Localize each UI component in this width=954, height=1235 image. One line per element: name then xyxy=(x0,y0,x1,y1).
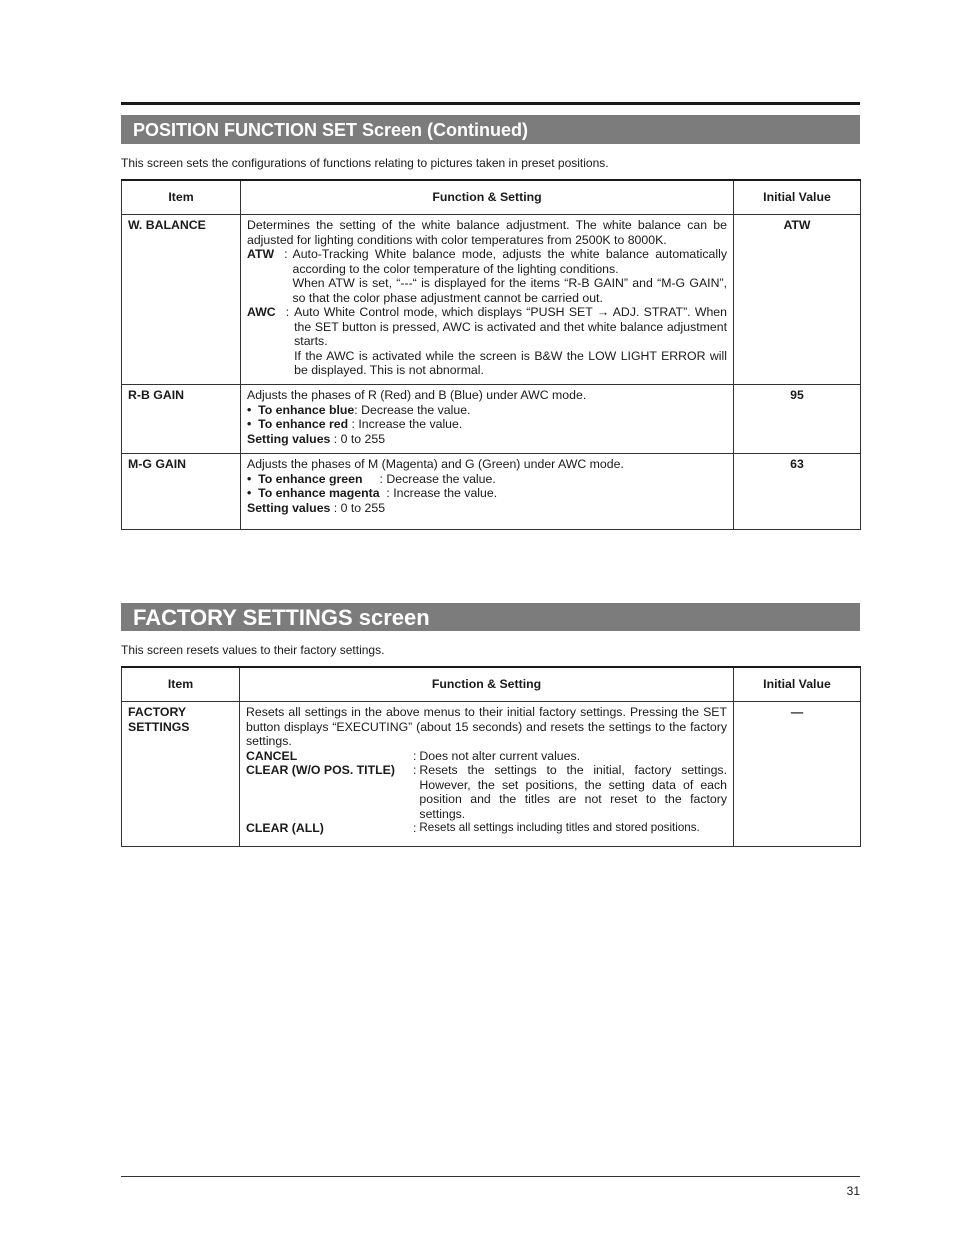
function-w-balance xyxy=(241,215,734,385)
page-number: 31 xyxy=(846,1184,860,1198)
option-text: Auto White Control mode, which displays “PUSH SET → ADJ. STRAT”. When the SET button is pressed, AWC is activated and thet white balance adjustment starts. xyxy=(294,305,727,348)
section-intro-position-function-set: This screen sets the configurations of functions relating to pictures taken in preset positions. xyxy=(121,156,609,170)
item-r-b-gain: R-B GAIN xyxy=(122,385,241,454)
section-title-factory-settings: FACTORY SETTINGS screen xyxy=(121,603,860,631)
function-factory-settings xyxy=(240,702,734,847)
option-label: CLEAR (ALL) xyxy=(246,821,324,835)
option-text: If the AWC is activated while the screen is B&W the LOW LIGHT ERROR will be displayed. This is not abnormal. xyxy=(294,348,727,377)
option-label: CANCEL xyxy=(246,748,298,763)
footer-rule xyxy=(121,1176,860,1177)
function-r-b-gain xyxy=(241,385,734,454)
option-text: Auto-Tracking White balance mode, adjusts the white balance automatically according to the color temperature of the lighting conditions. xyxy=(292,247,727,276)
header-item: Item xyxy=(122,667,240,702)
item-w-balance: W. BALANCE xyxy=(122,215,241,385)
bullet-item: • To enhance green : Decrease the value. xyxy=(247,471,496,486)
section-intro-factory-settings: This screen resets values to their factory settings. xyxy=(121,643,385,657)
option-atw: ATW : Auto-Tracking White balance mode, adjusts the white balance automatically according to the color temperature of the lighting conditions. When ATW is set, “---“ is displayed for the items “R-B GAIN” and “M-G GAIN”, so that the color phase adjustment cannot be carried out. xyxy=(247,247,727,305)
option-clear-wo-pos-title: CLEAR (W/O POS. TITLE) : Resets the settings to the initial, factory settings. However, the set positions, the setting data of each position and the titles are not reset to the factory settings. xyxy=(246,763,727,821)
table-row xyxy=(122,385,861,454)
option-label: CLEAR (W/O POS. TITLE) xyxy=(246,763,395,777)
option-label: AWC xyxy=(247,305,276,319)
header-initial: Initial Value xyxy=(734,180,861,215)
initial-m-g-gain: 63 xyxy=(734,454,861,530)
table-row xyxy=(122,454,861,530)
initial-w-balance: ATW xyxy=(734,215,861,385)
option-cancel: CANCEL : Does not alter current values. xyxy=(246,749,727,764)
function-m-g-gain xyxy=(241,454,734,530)
initial-r-b-gain: 95 xyxy=(734,385,861,454)
option-text: When ATW is set, “---“ is displayed for the items “R-B GAIN” and “M-G GAIN”, so that the color phase adjustment cannot be carried out. xyxy=(292,276,727,305)
setting-values: Setting values : 0 to 255 xyxy=(247,500,386,515)
w-balance-description: Determines the setting of the white balance adjustment. The white balance can be adjusted for lighting conditions with color temperatures from 2500K to 8000K. xyxy=(247,218,727,247)
table-row xyxy=(122,215,861,385)
setting-values: Setting values : 0 to 255 xyxy=(247,431,386,446)
table-row xyxy=(122,702,861,847)
item-factory-settings: FACTORY SETTINGS xyxy=(122,702,240,847)
factory-settings-description: Resets all settings in the above menus to their initial factory settings. Pressing the SET button displays “EXECUTING” (about 15 seconds) and resets the settings to the factory settings. xyxy=(246,705,727,748)
position-function-table xyxy=(121,179,861,530)
m-g-gain-description: Adjusts the phases of M (Magenta) and G (Green) under AWC mode. xyxy=(247,457,624,471)
table-header-row xyxy=(122,667,861,702)
item-m-g-gain: M-G GAIN xyxy=(122,454,241,530)
r-b-gain-description: Adjusts the phases of R (Red) and B (Blue) under AWC mode. xyxy=(247,388,587,402)
bullet-item: • To enhance blue: Decrease the value. xyxy=(247,402,471,417)
header-function: Function & Setting xyxy=(241,180,734,215)
factory-settings-table xyxy=(121,666,861,847)
option-text: Does not alter current values. xyxy=(419,748,581,763)
header-item: Item xyxy=(122,180,241,215)
option-text: Resets the settings to the initial, factory settings. However, the set positions, the setting data of each position and the titles are not reset to the factory settings. xyxy=(419,763,727,821)
top-rule xyxy=(121,102,860,105)
option-text: Resets all settings including titles and stored positions. xyxy=(419,821,700,834)
bullet-item: • To enhance red : Increase the value. xyxy=(247,417,463,431)
header-function: Function & Setting xyxy=(240,667,734,702)
table-header-row xyxy=(122,180,861,215)
bullet-item: • To enhance magenta : Increase the value. xyxy=(247,486,498,500)
header-initial: Initial Value xyxy=(734,667,861,702)
initial-factory-settings: — xyxy=(734,702,861,847)
option-label: ATW xyxy=(247,247,275,261)
section-title-position-function-set: POSITION FUNCTION SET Screen (Continued) xyxy=(121,115,860,144)
option-awc: AWC : Auto White Control mode, which displays “PUSH SET → ADJ. STRAT”. When the SET button is pressed, AWC is activated and thet white balance adjustment starts. If the AWC is activated while the screen is B&W the LOW LIGHT ERROR will be displayed. This is not abnormal. xyxy=(247,305,727,377)
option-clear-all: CLEAR (ALL) : Resets all settings including titles and stored positions. xyxy=(246,821,727,836)
